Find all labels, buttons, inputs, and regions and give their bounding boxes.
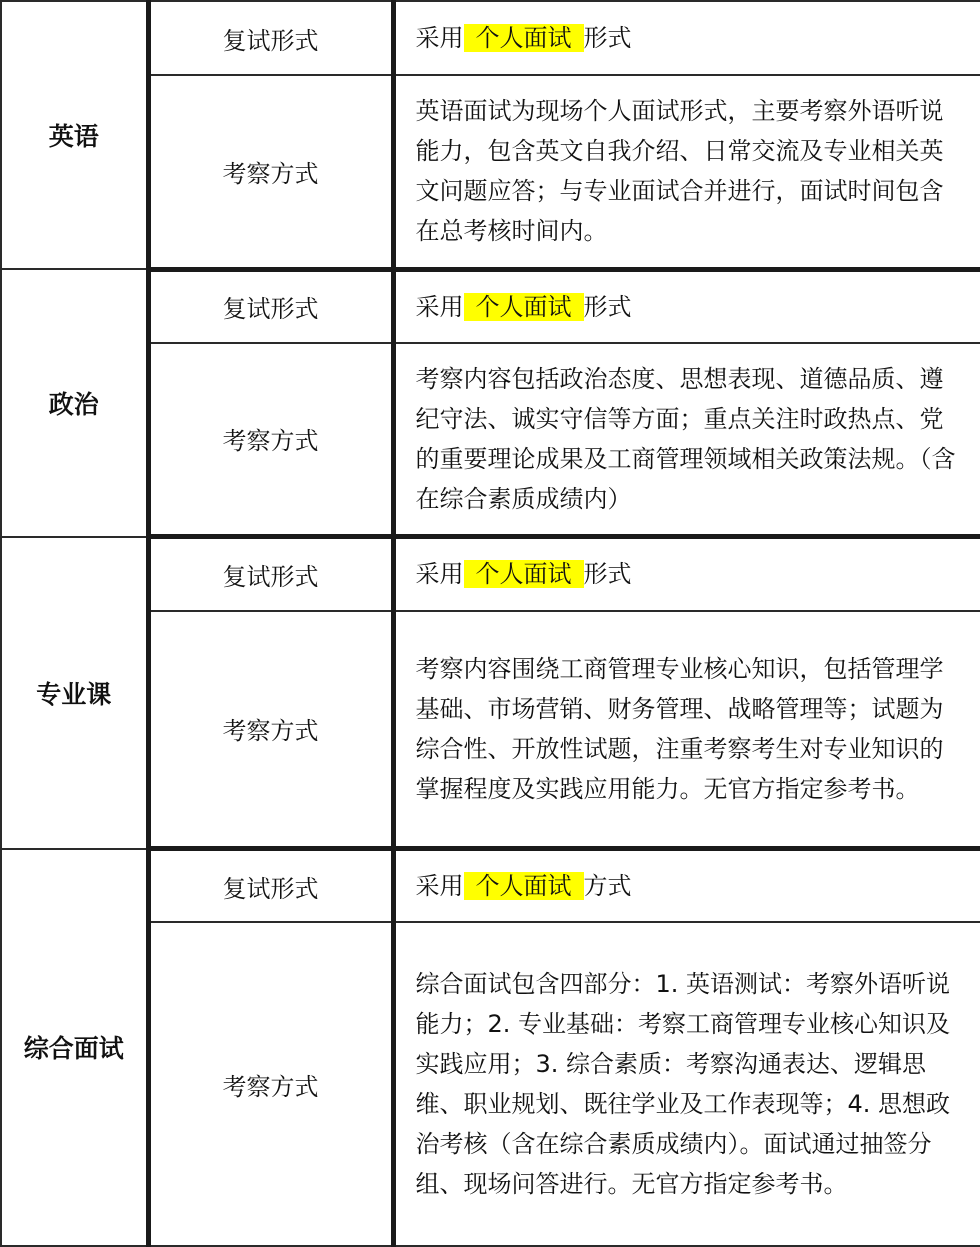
form-label: 复试形式 (222, 26, 319, 55)
method-label-cell (148, 75, 393, 269)
subject-cell (1, 849, 148, 1247)
form-label-cell (148, 537, 393, 611)
method-text: 英语面试为现场个人面试形式，主要考察外语听说能力，包含英文自我介绍、日常交流及专业相关英文问题应答；与专业面试合并进行，面试时间包含在总考核时间内。 (415, 97, 944, 246)
form-label: 复试形式 (222, 562, 319, 591)
form-suffix: 方式 (583, 872, 632, 900)
form-label-cell (148, 269, 393, 343)
form-label-cell (148, 849, 393, 923)
method-label-cell (148, 343, 393, 537)
table-row (1, 537, 980, 611)
form-prefix: 采用 (415, 872, 464, 900)
method-value-cell (393, 343, 980, 537)
subject-cell (1, 537, 148, 849)
form-highlight: 个人面试 (464, 872, 584, 900)
method-value-cell (393, 611, 980, 849)
form-prefix: 采用 (415, 560, 464, 589)
subject-english: 英语 (48, 122, 99, 151)
form-label-cell (148, 1, 393, 75)
subject-politics: 政治 (48, 389, 99, 419)
method-value-cell (393, 75, 980, 269)
form-label: 复试形式 (222, 295, 319, 323)
method-label: 考察方式 (222, 427, 319, 456)
form-prefix: 采用 (415, 24, 464, 52)
form-highlight: 个人面试 (464, 24, 584, 52)
form-highlight: 个人面试 (464, 560, 584, 588)
table-row (1, 1, 980, 75)
subject-comprehensive: 综合面试 (23, 1034, 124, 1064)
method-text: 考察内容围绕工商管理专业核心知识，包括管理学基础、市场营销、财务管理、战略管理等；试题为综合性、开放性试题，注重考察考生对专业知识的掌握程度及实践应用能力。无官方指定参考书。 (415, 654, 944, 803)
form-suffix: 形式 (583, 560, 632, 589)
form-value-cell (393, 537, 980, 611)
form-value-cell (393, 849, 980, 923)
method-label-cell (148, 922, 393, 1246)
method-text: 综合面试包含四部分：1. 英语测试：考察外语听说能力；2. 专业基础：考察工商管理专业核心知识及实践应用；3. 综合素质：考察沟通表达、逻辑思维、职业规划、既往学业及工作表现等；4. 思想政治考核（含在综合素质成绩内）。面试通过抽签分组、现场问答进行。无官方指定参考书。 (415, 970, 951, 1198)
method-label-cell (148, 611, 393, 849)
method-value-cell (393, 922, 980, 1246)
table-row (1, 75, 980, 269)
table-row (1, 611, 980, 849)
form-prefix: 采用 (415, 292, 464, 321)
form-label: 复试形式 (222, 874, 319, 903)
form-suffix: 形式 (583, 24, 632, 52)
table-row (1, 922, 980, 1246)
form-suffix: 形式 (583, 292, 632, 321)
table-row (1, 849, 980, 923)
subject-cell (1, 269, 148, 537)
table-row (1, 343, 980, 537)
method-label: 考察方式 (222, 1072, 319, 1101)
table-row (1, 269, 980, 343)
form-value-cell (393, 1, 980, 75)
method-label: 考察方式 (222, 159, 319, 188)
form-highlight: 个人面试 (464, 293, 584, 321)
subject-cell (1, 1, 148, 269)
method-text: 考察内容包括政治态度、思想表现、道德品质、遵纪守法、诚实守信等方面；重点关注时政热点、党的重要理论成果及工商管理领域相关政策法规。（含在综合素质成绩内） (415, 364, 956, 513)
subject-major: 专业课 (36, 679, 112, 709)
form-value-cell (393, 269, 980, 343)
method-label: 考察方式 (222, 717, 319, 746)
